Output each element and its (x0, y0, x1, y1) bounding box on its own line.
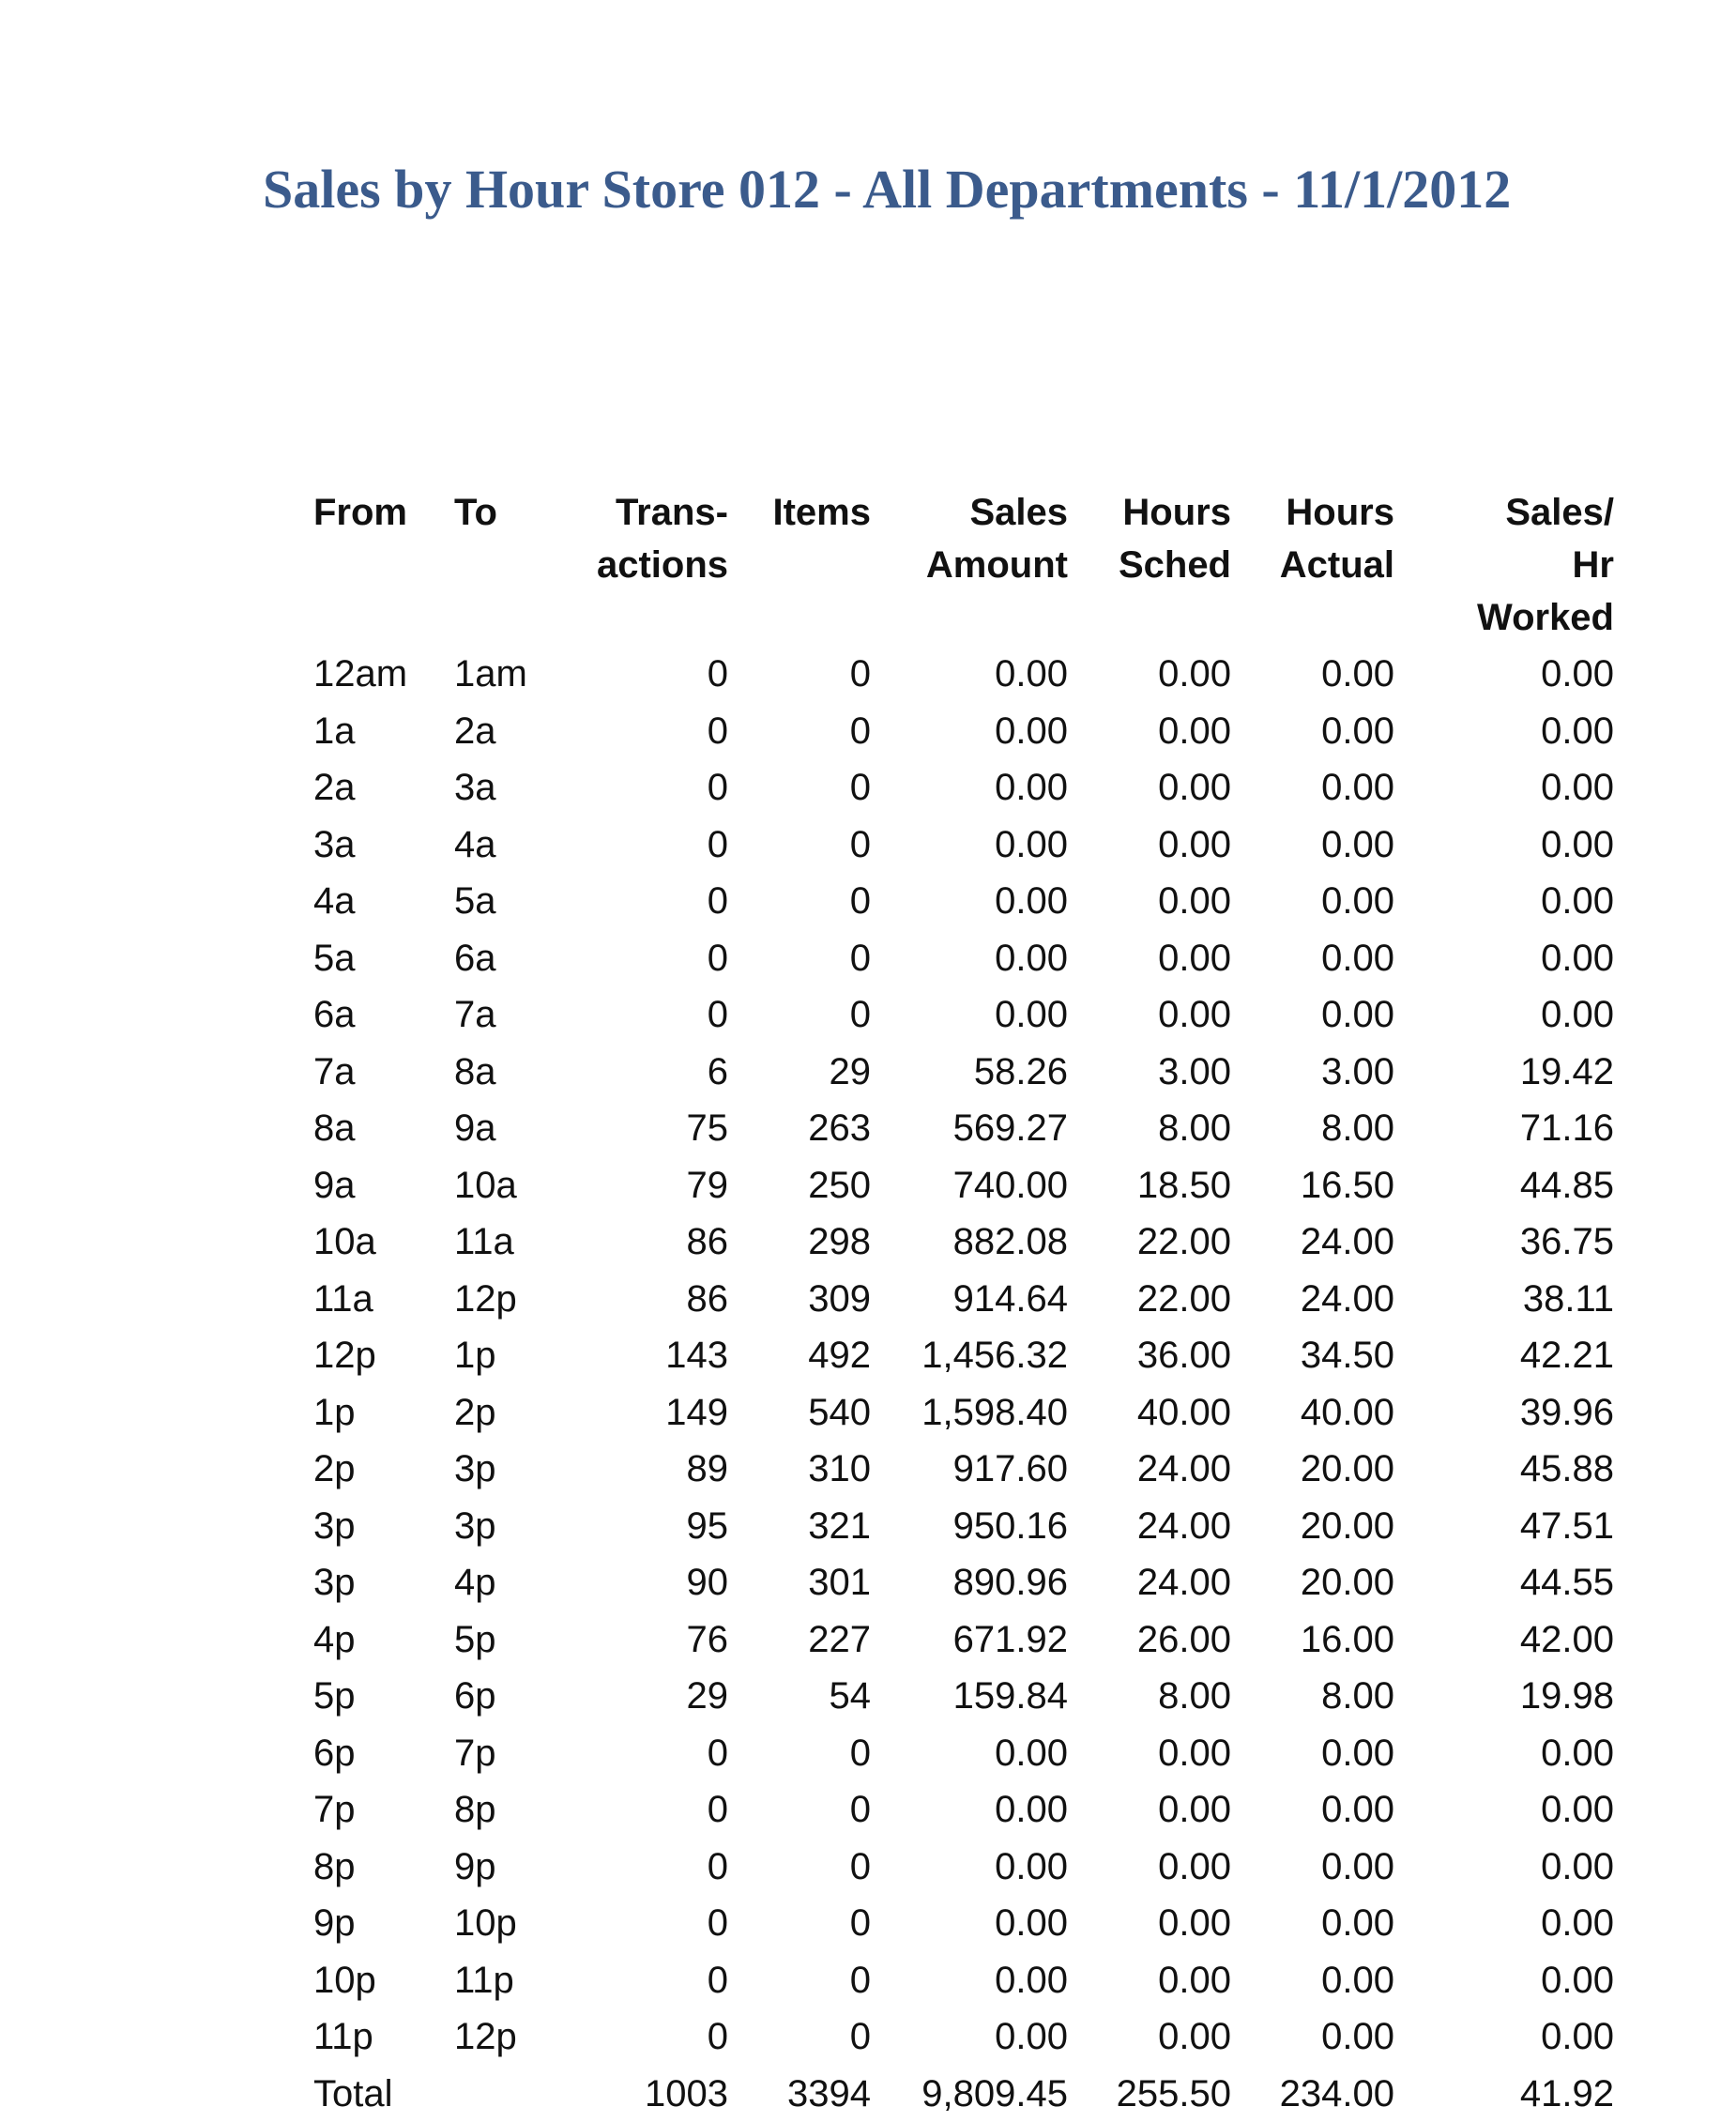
cell-sales-per-hr: 0.00 (1398, 1952, 1618, 2009)
cell-sales-per-hr: 0.00 (1398, 2008, 1618, 2066)
cell-from: 1a (310, 703, 450, 760)
cell-sales-per-hr: 0.00 (1398, 759, 1618, 817)
cell-transactions: 0 (572, 930, 732, 987)
cell-sales-per-hr: 0.00 (1398, 1725, 1618, 1782)
cell-transactions: 0 (572, 646, 732, 703)
report-title: Sales by Hour Store 012 - All Departments - 11/1/2012 (263, 158, 1689, 221)
cell-transactions: 0 (572, 873, 732, 930)
cell-from: 9a (310, 1157, 450, 1214)
cell-hours-sched: 24.00 (1072, 1498, 1235, 1555)
cell-hours-sched: 24.00 (1072, 1554, 1235, 1611)
cell-from: 7a (310, 1044, 450, 1101)
table-row (310, 1157, 1618, 1214)
cell-sales-amount: 0.00 (875, 1839, 1072, 1896)
cell-transactions: 0 (572, 1895, 732, 1952)
cell-hours-sched: 255.50 (1072, 2066, 1235, 2122)
cell-to: 2p (450, 1384, 572, 1442)
cell-to: 11a (450, 1214, 572, 1271)
cell-items: 321 (732, 1498, 875, 1555)
cell-sales-amount: 1,456.32 (875, 1327, 1072, 1384)
header-sales-per-hr-worked (1398, 486, 1618, 646)
cell-transactions: 1003 (572, 2066, 732, 2122)
cell-items: 0 (732, 1952, 875, 2009)
cell-transactions: 86 (572, 1271, 732, 1328)
cell-to: 11p (450, 1952, 572, 2009)
header-items-label: Items (773, 492, 872, 533)
table-row (310, 1271, 1618, 1328)
cell-to: 5a (450, 873, 572, 930)
cell-items: 0 (732, 2008, 875, 2066)
header-hours-sched-line1: Hours (1075, 486, 1231, 539)
table-row (310, 1611, 1618, 1669)
cell-sales-amount: 0.00 (875, 759, 1072, 817)
cell-from: 7p (310, 1781, 450, 1839)
header-sales-per-hr-line1: Sales/ (1402, 486, 1614, 539)
cell-sales-amount: 0.00 (875, 1952, 1072, 2009)
cell-items: 29 (732, 1044, 875, 1101)
cell-transactions: 86 (572, 1214, 732, 1271)
cell-hours-actual: 0.00 (1235, 1725, 1398, 1782)
header-transactions-line1: Trans- (576, 486, 728, 539)
cell-to: 4p (450, 1554, 572, 1611)
cell-sales-per-hr: 0.00 (1398, 1895, 1618, 1952)
cell-to: 12p (450, 1271, 572, 1328)
cell-sales-per-hr: 45.88 (1398, 1441, 1618, 1498)
cell-sales-amount: 0.00 (875, 930, 1072, 987)
cell-hours-sched: 0.00 (1072, 873, 1235, 930)
cell-sales-amount: 914.64 (875, 1271, 1072, 1328)
cell-transactions: 6 (572, 1044, 732, 1101)
header-hours-actual (1235, 486, 1398, 646)
cell-items: 0 (732, 986, 875, 1044)
cell-items: 227 (732, 1611, 875, 1669)
cell-transactions: 29 (572, 1668, 732, 1725)
cell-to: 9a (450, 1100, 572, 1157)
cell-hours-actual: 0.00 (1235, 759, 1398, 817)
cell-sales-per-hr: 42.21 (1398, 1327, 1618, 1384)
cell-transactions: 95 (572, 1498, 732, 1555)
cell-hours-actual: 0.00 (1235, 986, 1398, 1044)
table-row (310, 646, 1618, 703)
header-from (310, 486, 450, 646)
header-sales-per-hr-line2: Hr (1402, 539, 1614, 591)
cell-to: 9p (450, 1839, 572, 1896)
cell-hours-actual: 8.00 (1235, 1100, 1398, 1157)
cell-sales-per-hr: 0.00 (1398, 817, 1618, 874)
cell-from: 6p (310, 1725, 450, 1782)
cell-to: 2a (450, 703, 572, 760)
cell-transactions: 0 (572, 986, 732, 1044)
table-row (310, 1327, 1618, 1384)
cell-sales-amount: 569.27 (875, 1100, 1072, 1157)
table-row (310, 817, 1618, 874)
table-row (310, 986, 1618, 1044)
cell-sales-per-hr: 44.85 (1398, 1157, 1618, 1214)
cell-hours-sched: 22.00 (1072, 1271, 1235, 1328)
cell-sales-amount: 0.00 (875, 873, 1072, 930)
cell-items: 0 (732, 1781, 875, 1839)
table-row (310, 1725, 1618, 1782)
cell-transactions: 143 (572, 1327, 732, 1384)
cell-sales-amount: 58.26 (875, 1044, 1072, 1101)
cell-hours-sched: 36.00 (1072, 1327, 1235, 1384)
cell-hours-sched: 0.00 (1072, 646, 1235, 703)
cell-transactions: 0 (572, 1781, 732, 1839)
cell-transactions: 90 (572, 1554, 732, 1611)
cell-items: 0 (732, 817, 875, 874)
cell-sales-per-hr: 0.00 (1398, 703, 1618, 760)
cell-hours-sched: 0.00 (1072, 986, 1235, 1044)
cell-items: 0 (732, 759, 875, 817)
cell-hours-actual: 24.00 (1235, 1271, 1398, 1328)
cell-from: 12am (310, 646, 450, 703)
cell-hours-sched: 0.00 (1072, 930, 1235, 987)
cell-hours-actual: 0.00 (1235, 646, 1398, 703)
cell-sales-per-hr: 0.00 (1398, 986, 1618, 1044)
sales-by-hour-table (310, 486, 1618, 2122)
cell-from: 6a (310, 986, 450, 1044)
cell-hours-actual: 0.00 (1235, 873, 1398, 930)
cell-sales-amount: 0.00 (875, 986, 1072, 1044)
cell-from: 8a (310, 1100, 450, 1157)
table-row (310, 873, 1618, 930)
cell-from: 2p (310, 1441, 450, 1498)
cell-hours-actual: 20.00 (1235, 1441, 1398, 1498)
cell-to: 10p (450, 1895, 572, 1952)
cell-sales-amount: 159.84 (875, 1668, 1072, 1725)
cell-to: 1p (450, 1327, 572, 1384)
total-row (310, 2066, 1618, 2122)
cell-hours-sched: 0.00 (1072, 2008, 1235, 2066)
cell-from: 5a (310, 930, 450, 987)
table-row (310, 1895, 1618, 1952)
cell-transactions: 149 (572, 1384, 732, 1442)
cell-hours-actual: 0.00 (1235, 1839, 1398, 1896)
cell-transactions: 76 (572, 1611, 732, 1669)
cell-sales-amount: 0.00 (875, 703, 1072, 760)
table-row (310, 1384, 1618, 1442)
cell-from: Total (310, 2066, 450, 2122)
header-to (450, 486, 572, 646)
cell-to (450, 2066, 572, 2122)
cell-from: 8p (310, 1839, 450, 1896)
cell-transactions: 0 (572, 2008, 732, 2066)
cell-sales-amount: 0.00 (875, 817, 1072, 874)
table-row (310, 930, 1618, 987)
cell-sales-per-hr: 39.96 (1398, 1384, 1618, 1442)
cell-hours-sched: 0.00 (1072, 1781, 1235, 1839)
cell-to: 3p (450, 1441, 572, 1498)
cell-to: 1am (450, 646, 572, 703)
header-row (310, 486, 1618, 646)
header-transactions-line2: actions (576, 539, 728, 591)
cell-items: 540 (732, 1384, 875, 1442)
cell-to: 4a (450, 817, 572, 874)
cell-hours-sched: 24.00 (1072, 1441, 1235, 1498)
cell-to: 3a (450, 759, 572, 817)
header-sales-amount-line1: Sales (878, 486, 1068, 539)
header-from-label: From (313, 492, 407, 533)
cell-to: 12p (450, 2008, 572, 2066)
cell-transactions: 0 (572, 817, 732, 874)
cell-to: 3p (450, 1498, 572, 1555)
cell-sales-per-hr: 38.11 (1398, 1271, 1618, 1328)
cell-items: 0 (732, 1725, 875, 1782)
cell-hours-actual: 20.00 (1235, 1498, 1398, 1555)
cell-sales-per-hr: 41.92 (1398, 2066, 1618, 2122)
header-items (732, 486, 875, 646)
cell-hours-sched: 22.00 (1072, 1214, 1235, 1271)
cell-sales-amount: 0.00 (875, 646, 1072, 703)
cell-from: 3a (310, 817, 450, 874)
cell-from: 3p (310, 1498, 450, 1555)
cell-hours-sched: 26.00 (1072, 1611, 1235, 1669)
cell-sales-amount: 740.00 (875, 1157, 1072, 1214)
cell-hours-sched: 0.00 (1072, 1895, 1235, 1952)
table-row (310, 2008, 1618, 2066)
table-row (310, 1214, 1618, 1271)
cell-from: 5p (310, 1668, 450, 1725)
cell-items: 301 (732, 1554, 875, 1611)
header-hours-actual-line1: Hours (1239, 486, 1394, 539)
cell-from: 9p (310, 1895, 450, 1952)
header-sales-amount (875, 486, 1072, 646)
cell-hours-sched: 3.00 (1072, 1044, 1235, 1101)
cell-hours-actual: 0.00 (1235, 1952, 1398, 2009)
cell-items: 310 (732, 1441, 875, 1498)
cell-to: 10a (450, 1157, 572, 1214)
cell-from: 3p (310, 1554, 450, 1611)
cell-transactions: 0 (572, 759, 732, 817)
table-row (310, 1441, 1618, 1498)
cell-items: 0 (732, 703, 875, 760)
cell-hours-actual: 16.00 (1235, 1611, 1398, 1669)
cell-from: 4a (310, 873, 450, 930)
table-row (310, 759, 1618, 817)
cell-hours-actual: 0.00 (1235, 1781, 1398, 1839)
table-header (310, 486, 1618, 646)
cell-to: 6a (450, 930, 572, 987)
cell-hours-actual: 0.00 (1235, 2008, 1398, 2066)
cell-sales-per-hr: 0.00 (1398, 646, 1618, 703)
table-body (310, 646, 1618, 2122)
table-row (310, 1554, 1618, 1611)
cell-items: 0 (732, 1895, 875, 1952)
cell-sales-amount: 0.00 (875, 1781, 1072, 1839)
cell-transactions: 79 (572, 1157, 732, 1214)
cell-hours-actual: 16.50 (1235, 1157, 1398, 1214)
cell-transactions: 0 (572, 1725, 732, 1782)
cell-items: 0 (732, 646, 875, 703)
cell-sales-amount: 671.92 (875, 1611, 1072, 1669)
cell-sales-per-hr: 19.98 (1398, 1668, 1618, 1725)
header-hours-sched (1072, 486, 1235, 646)
cell-sales-amount: 9,809.45 (875, 2066, 1072, 2122)
table-row (310, 703, 1618, 760)
cell-from: 12p (310, 1327, 450, 1384)
cell-sales-amount: 0.00 (875, 1895, 1072, 1952)
header-transactions (572, 486, 732, 646)
cell-hours-sched: 40.00 (1072, 1384, 1235, 1442)
cell-from: 11a (310, 1271, 450, 1328)
header-hours-actual-line2: Actual (1239, 539, 1394, 591)
table-row (310, 1781, 1618, 1839)
header-sales-per-hr-line3: Worked (1402, 591, 1614, 644)
table-row (310, 1100, 1618, 1157)
cell-sales-per-hr: 19.42 (1398, 1044, 1618, 1101)
cell-hours-sched: 0.00 (1072, 703, 1235, 760)
cell-sales-amount: 0.00 (875, 1725, 1072, 1782)
cell-from: 11p (310, 2008, 450, 2066)
cell-transactions: 0 (572, 1839, 732, 1896)
cell-hours-actual: 0.00 (1235, 930, 1398, 987)
cell-sales-amount: 890.96 (875, 1554, 1072, 1611)
cell-hours-actual: 34.50 (1235, 1327, 1398, 1384)
cell-to: 5p (450, 1611, 572, 1669)
cell-sales-per-hr: 44.55 (1398, 1554, 1618, 1611)
cell-sales-per-hr: 47.51 (1398, 1498, 1618, 1555)
table-row (310, 1952, 1618, 2009)
cell-from: 4p (310, 1611, 450, 1669)
cell-hours-actual: 8.00 (1235, 1668, 1398, 1725)
cell-items: 54 (732, 1668, 875, 1725)
cell-sales-per-hr: 0.00 (1398, 1781, 1618, 1839)
cell-sales-amount: 917.60 (875, 1441, 1072, 1498)
cell-hours-actual: 0.00 (1235, 817, 1398, 874)
cell-sales-amount: 1,598.40 (875, 1384, 1072, 1442)
cell-hours-sched: 8.00 (1072, 1100, 1235, 1157)
cell-sales-per-hr: 0.00 (1398, 873, 1618, 930)
table-row (310, 1498, 1618, 1555)
cell-sales-amount: 950.16 (875, 1498, 1072, 1555)
cell-to: 8a (450, 1044, 572, 1101)
header-hours-sched-line2: Sched (1075, 539, 1231, 591)
cell-items: 492 (732, 1327, 875, 1384)
cell-items: 250 (732, 1157, 875, 1214)
cell-transactions: 89 (572, 1441, 732, 1498)
cell-sales-per-hr: 36.75 (1398, 1214, 1618, 1271)
table-row (310, 1668, 1618, 1725)
cell-hours-sched: 0.00 (1072, 1725, 1235, 1782)
cell-from: 10a (310, 1214, 450, 1271)
table-row (310, 1044, 1618, 1101)
cell-to: 6p (450, 1668, 572, 1725)
header-sales-amount-line2: Amount (878, 539, 1068, 591)
cell-from: 2a (310, 759, 450, 817)
cell-hours-actual: 20.00 (1235, 1554, 1398, 1611)
header-to-label: To (454, 492, 497, 533)
cell-items: 0 (732, 1839, 875, 1896)
cell-items: 0 (732, 930, 875, 987)
cell-items: 3394 (732, 2066, 875, 2122)
cell-sales-amount: 882.08 (875, 1214, 1072, 1271)
cell-hours-sched: 0.00 (1072, 1952, 1235, 2009)
cell-hours-sched: 0.00 (1072, 759, 1235, 817)
cell-sales-per-hr: 42.00 (1398, 1611, 1618, 1669)
cell-from: 10p (310, 1952, 450, 2009)
cell-hours-sched: 18.50 (1072, 1157, 1235, 1214)
cell-items: 309 (732, 1271, 875, 1328)
cell-hours-sched: 0.00 (1072, 1839, 1235, 1896)
cell-hours-actual: 24.00 (1235, 1214, 1398, 1271)
cell-items: 298 (732, 1214, 875, 1271)
cell-hours-actual: 0.00 (1235, 703, 1398, 760)
cell-hours-sched: 8.00 (1072, 1668, 1235, 1725)
cell-items: 263 (732, 1100, 875, 1157)
cell-sales-per-hr: 71.16 (1398, 1100, 1618, 1157)
cell-transactions: 75 (572, 1100, 732, 1157)
cell-sales-per-hr: 0.00 (1398, 1839, 1618, 1896)
cell-hours-actual: 40.00 (1235, 1384, 1398, 1442)
cell-hours-actual: 0.00 (1235, 1895, 1398, 1952)
cell-to: 7p (450, 1725, 572, 1782)
cell-from: 1p (310, 1384, 450, 1442)
cell-hours-actual: 234.00 (1235, 2066, 1398, 2122)
cell-to: 7a (450, 986, 572, 1044)
cell-transactions: 0 (572, 703, 732, 760)
cell-sales-amount: 0.00 (875, 2008, 1072, 2066)
cell-to: 8p (450, 1781, 572, 1839)
cell-transactions: 0 (572, 1952, 732, 2009)
cell-hours-sched: 0.00 (1072, 817, 1235, 874)
cell-sales-per-hr: 0.00 (1398, 930, 1618, 987)
cell-items: 0 (732, 873, 875, 930)
table-row (310, 1839, 1618, 1896)
cell-hours-actual: 3.00 (1235, 1044, 1398, 1101)
